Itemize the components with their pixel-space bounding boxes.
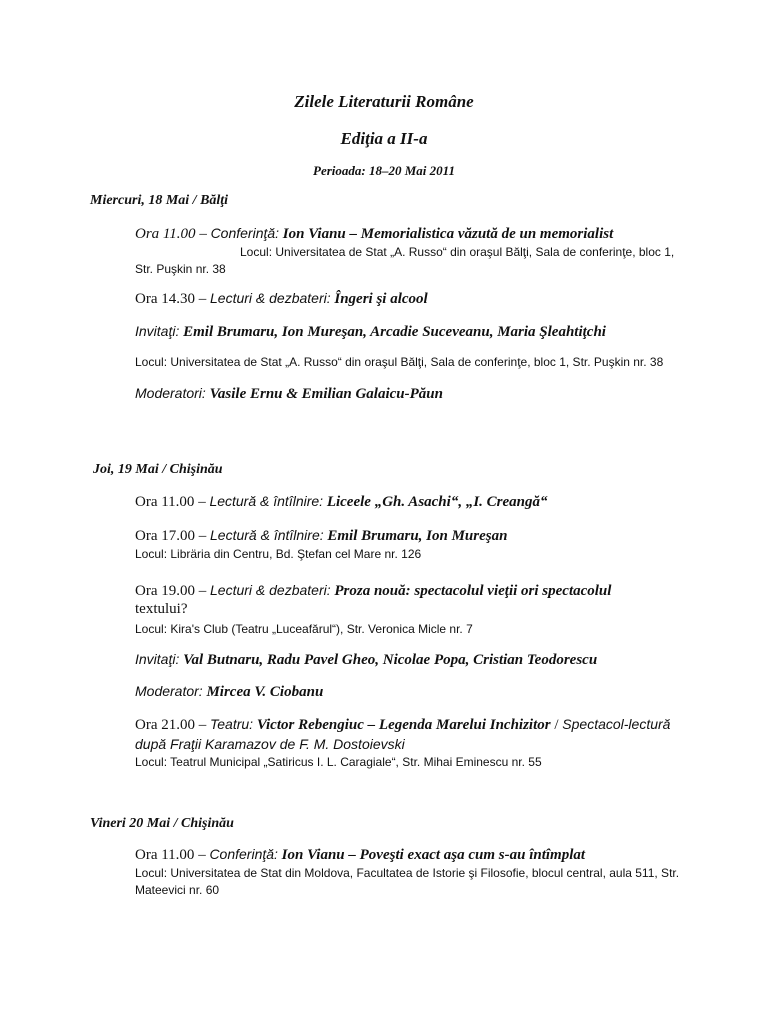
day2-event3-guests [135, 651, 597, 669]
day3-heading: Vineri 20 Mai / Chişinău [90, 816, 234, 831]
day2-heading: Joi, 19 Mai / Chişinău [93, 462, 223, 477]
event-title: Ion Vianu – Memorialistica văzută de un memorialist [282, 226, 614, 242]
event-sep: – [194, 847, 210, 863]
moderators-names: Vasile Ernu & Emilian Galaicu-Păun [209, 386, 443, 402]
day1-event2-location: Locul: Universitatea de Stat „A. Russo“ din oraşul Bălţi, Sala de conferinţe, bloc 1, Str. Puşkin nr. 38 [135, 355, 664, 369]
event-type: Lecturi & dezbateri: [210, 290, 331, 306]
event-title: Ion Vianu – Poveşti exact aşa cum s-au întîmplat [281, 847, 586, 863]
day1-event1 [135, 225, 613, 243]
day1-event2 [135, 290, 428, 308]
event-sep: – [194, 494, 210, 510]
guests-names: Emil Brumaru, Ion Mureşan, Arcadie Suceveanu, Maria Şleahtiţchi [183, 324, 606, 340]
day2-event1 [135, 493, 548, 511]
event-title: Victor Rebengiuc – Legenda Marelui Inchizitor [256, 717, 551, 733]
event-time: Ora 17.00 [135, 528, 195, 544]
event-title: Liceele „Gh. Asachi“, „I. Creangă“ [326, 494, 548, 510]
event-time: Ora 11.00 [135, 847, 195, 863]
period-line: Perioada: 18–20 Mai 2011 [313, 163, 455, 178]
moderators-label: Moderatori: [135, 385, 206, 401]
event-time: Ora 11.00 [135, 494, 195, 510]
event-type: Lectură & întîlnire: [210, 527, 324, 543]
event-sep: – [195, 226, 211, 242]
event-type: Teatru: [210, 716, 254, 732]
day3-event1-location-line2: Mateevici nr. 60 [135, 883, 220, 897]
document-title: Zilele Literaturii Române [294, 92, 474, 111]
day2-event4 [135, 716, 670, 734]
event-time: Ora 19.00 [135, 583, 195, 599]
event-time: Ora 11.00 [135, 226, 196, 242]
moderator-label: Moderator: [135, 683, 203, 699]
event-subtitle-b: după Fraţii Karamazov de F. M. Dostoievski [135, 736, 405, 752]
guests-names: Val Butnaru, Radu Pavel Gheo, Nicolae Popa, Cristian Teodorescu [183, 652, 598, 668]
day3-event1-location-line1: Locul: Universitatea de Stat din Moldova, Facultatea de Istorie şi Filosofie, blocul central, aula 511, Str. [135, 866, 680, 880]
event-time: Ora 21.00 [135, 717, 195, 733]
day2-event3-moderator [135, 683, 323, 701]
day1-event1-location-line1: Locul: Universitatea de Stat „A. Russo“ din oraşul Bălţi, Sala de conferinţe, bloc 1, [240, 245, 675, 259]
event-title: Emil Brumaru, Ion Mureşan [327, 528, 508, 544]
event-sep: – [195, 528, 210, 544]
event-title: Proza nouă: spectacolul vieţii ori spectacolul [334, 583, 612, 599]
day2-event2 [135, 527, 507, 545]
event-subtitle-a: Spectacol-lectură [562, 716, 671, 732]
event-sep: – [195, 717, 210, 733]
day2-event3 [135, 582, 611, 600]
event-sep: – [195, 291, 210, 307]
day2-event3-title-line2: textului? [135, 601, 188, 617]
day2-event4-location: Locul: Teatrul Municipal „Satiricus I. L. Caragiale“, Str. Mihai Eminescu nr. 55 [135, 755, 542, 769]
event-sep: – [195, 583, 210, 599]
day2-event2-location: Locul: Libräria din Centru, Bd. Ştefan cel Mare nr. 126 [135, 547, 422, 561]
event-time: Ora 14.30 [135, 291, 195, 307]
day2-event3-location: Locul: Kira's Club (Teatru „Luceafărul“), Str. Veronica Micle nr. 7 [135, 622, 473, 636]
day1-event2-guests [135, 323, 606, 341]
event-type: Conferinţă: [210, 225, 280, 241]
day2-event4-subtitle [135, 736, 405, 754]
event-type: Lecturi & dezbateri: [210, 582, 331, 598]
edition-heading: Ediţia a II-a [340, 129, 428, 148]
event-title: Îngeri şi alcool [334, 291, 428, 307]
event-type: Lectură & întîlnire: [209, 493, 324, 509]
day1-event1-location-line2: Str. Puşkin nr. 38 [135, 262, 226, 276]
moderator-name: Mircea V. Ciobanu [206, 684, 324, 700]
guests-label: Invitaţi: [135, 323, 180, 339]
event-type: Conferinţă: [209, 846, 278, 862]
day1-event2-moderators [135, 385, 443, 403]
guests-label: Invitaţi: [135, 651, 180, 667]
event-slash: / [550, 717, 563, 733]
day1-heading: Miercuri, 18 Mai / Bălţi [90, 193, 229, 208]
day3-event1 [135, 846, 585, 864]
